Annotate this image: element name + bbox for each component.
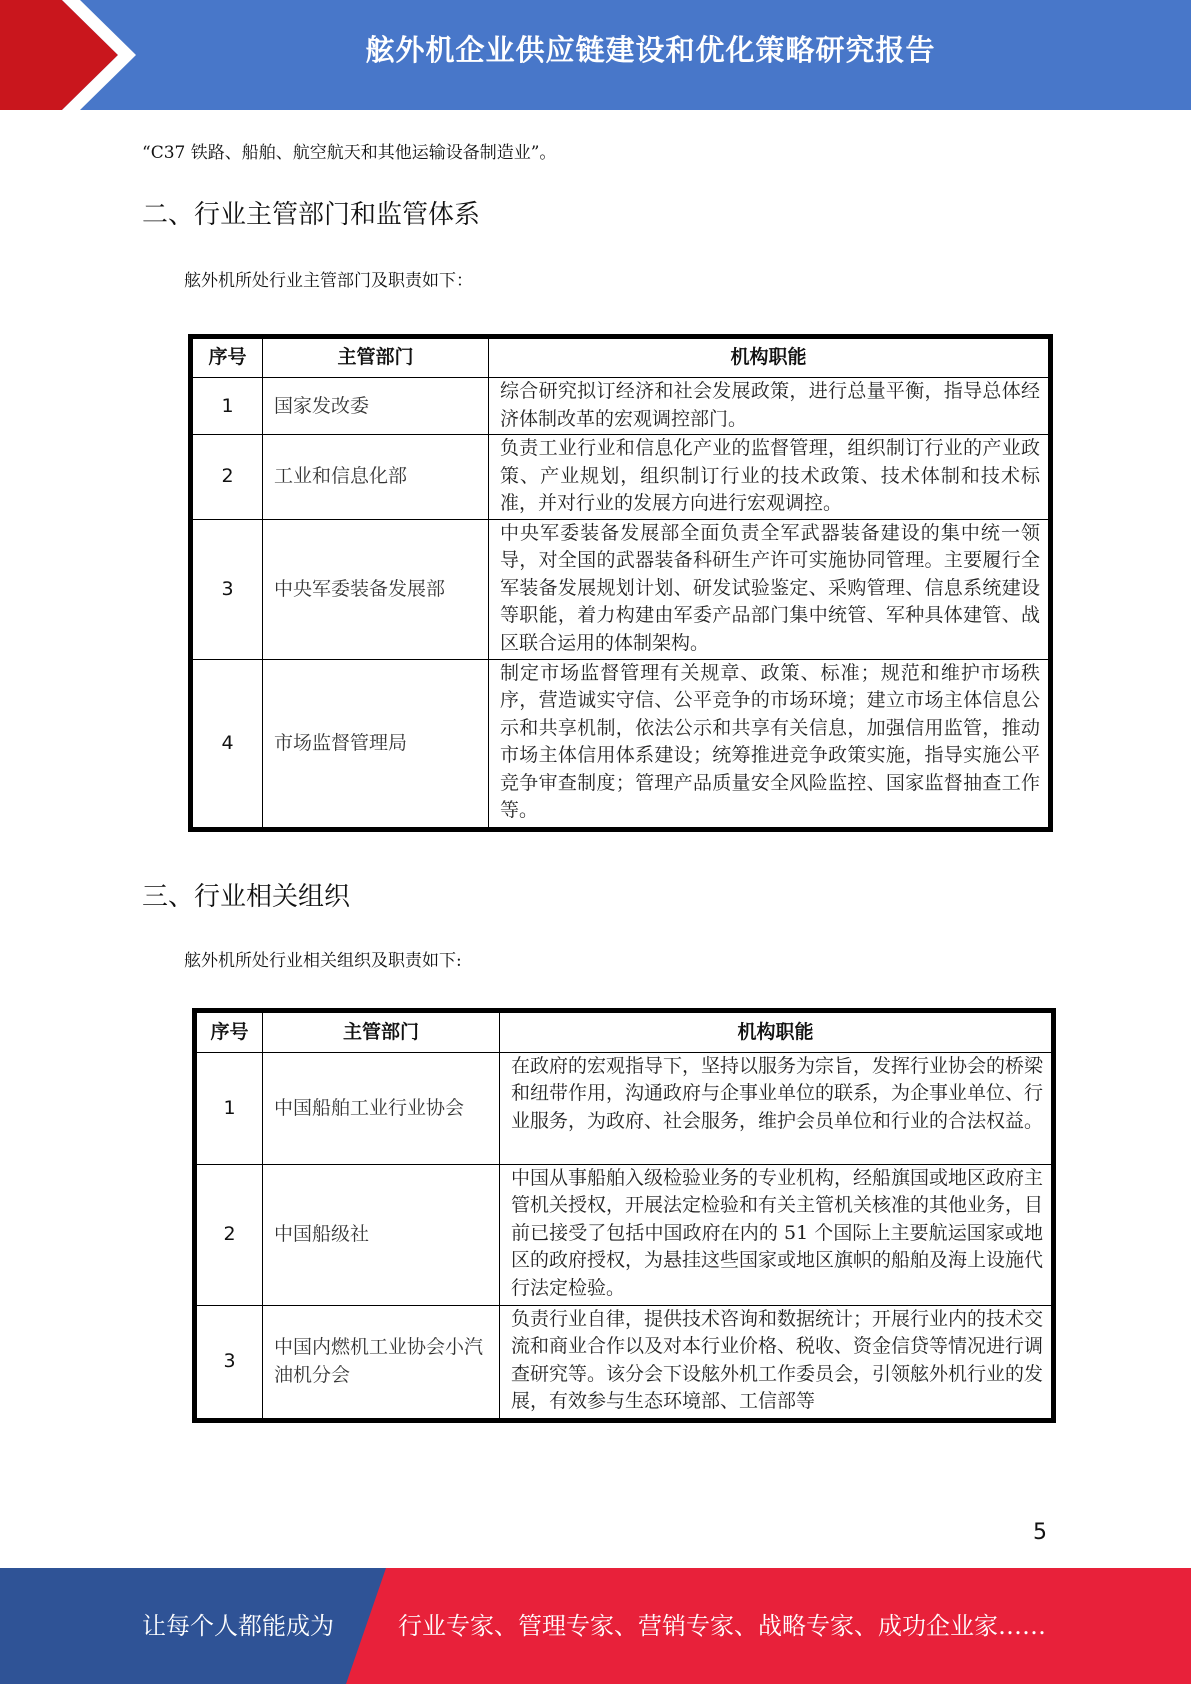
row-no: 2 xyxy=(193,435,263,520)
row-dept: 中国内燃机工业协会小汽油机分会 xyxy=(263,1305,500,1418)
row-no: 3 xyxy=(193,519,263,659)
regulators-table xyxy=(188,334,1053,832)
footer-slogan-right: 行业专家、管理专家、营销专家、战略专家、成功企业家…… xyxy=(398,1612,1046,1640)
row-no: 2 xyxy=(197,1164,263,1305)
row-dept: 国家发改委 xyxy=(263,378,489,435)
table-row xyxy=(197,1305,1052,1418)
table-row xyxy=(193,659,1049,827)
header-func: 机构职能 xyxy=(500,1013,1052,1053)
section-2-paragraph: 舷外机所处行业主管部门及职责如下： xyxy=(184,271,473,291)
section-3-heading: 三、行业相关组织 xyxy=(142,882,351,912)
intro-text: “C37 铁路、船舶、航空航天和其他运输设备制造业”。 xyxy=(142,143,557,163)
row-func: 制定市场监督管理有关规章、政策、标准；规范和维护市场秩序，营造诚实守信、公平竞争的市场环境；建立市场主体信息公示和共享机制，依法公示和共享有关信息，加强信用监管，推动市场主体信用体系建设；统筹推进竞争政策实施，指导实施公平竞争审查制度；管理产品质量安全风险监控、国家监督抽查工作等。 xyxy=(489,659,1049,827)
row-func: 负责工业行业和信息化产业的监督管理，组织制订行业的产业政策、产业规划，组织制订行业的技术政策、技术体制和技术标准，并对行业的发展方向进行宏观调控。 xyxy=(489,435,1049,520)
table-row xyxy=(193,435,1049,520)
row-no: 4 xyxy=(193,659,263,827)
page-footer xyxy=(0,1568,1191,1684)
row-dept: 中国船级社 xyxy=(263,1164,500,1305)
row-dept: 中央军委装备发展部 xyxy=(263,519,489,659)
row-func: 在政府的宏观指导下，坚持以服务为宗旨，发挥行业协会的桥梁和纽带作用，沟通政府与企事业单位的联系，为企事业单位、行业服务，为政府、社会服务，维护会员单位和行业的合法权益。 xyxy=(500,1052,1052,1164)
report-title: 舷外机企业供应链建设和优化策略研究报告 xyxy=(365,33,936,67)
page-number: 5 xyxy=(1033,1520,1047,1545)
row-dept: 工业和信息化部 xyxy=(263,435,489,520)
header-dept: 主管部门 xyxy=(263,1013,500,1053)
header-no: 序号 xyxy=(197,1013,263,1053)
table-row xyxy=(193,378,1049,435)
row-func: 中央军委装备发展部全面负责全军武器装备建设的集中统一领导，对全国的武器装备科研生产许可实施协同管理。主要履行全军装备发展规划计划、研发试验鉴定、采购管理、信息系统建设等职能，着力构建由军委产品部门集中统管、军种具体建管、战区联合运用的体制架构。 xyxy=(489,519,1049,659)
table-row xyxy=(197,1052,1052,1164)
table-header-row xyxy=(193,339,1049,378)
row-no: 1 xyxy=(193,378,263,435)
row-no: 3 xyxy=(197,1305,263,1418)
table-row xyxy=(197,1164,1052,1305)
row-func: 中国从事船舶入级检验业务的专业机构，经船旗国或地区政府主管机关授权，开展法定检验和有关主管机关核准的其他业务，目前已接受了包括中国政府在内的 51 个国际上主要航运国家或地区的政府授权，为悬挂这些国家或地区旗帜的船舶及海上设施代行法定检验。 xyxy=(500,1164,1052,1305)
row-dept: 中国船舶工业行业协会 xyxy=(263,1052,500,1164)
row-func: 负责行业自律，提供技术咨询和数据统计；开展行业内的技术交流和商业合作以及对本行业价格、税收、资金信贷等情况进行调查研究等。该分会下设舷外机工作委员会，引领舷外机行业的发展，有效参与生态环境部、工信部等 xyxy=(500,1305,1052,1418)
row-no: 1 xyxy=(197,1052,263,1164)
table-row xyxy=(193,519,1049,659)
header-func: 机构职能 xyxy=(489,339,1049,378)
page-header xyxy=(0,0,1191,110)
footer-slogan-left: 让每个人都能成为 xyxy=(142,1612,334,1640)
section-2-heading: 二、行业主管部门和监管体系 xyxy=(142,200,481,230)
organizations-table xyxy=(192,1008,1056,1423)
row-dept: 市场监督管理局 xyxy=(263,659,489,827)
table-header-row xyxy=(197,1013,1052,1053)
header-arrow-decoration xyxy=(0,0,160,110)
header-no: 序号 xyxy=(193,339,263,378)
section-3-paragraph: 舷外机所处行业相关组织及职责如下: xyxy=(184,951,462,971)
header-dept: 主管部门 xyxy=(263,339,489,378)
row-func: 综合研究拟订经济和社会发展政策，进行总量平衡，指导总体经济体制改革的宏观调控部门。 xyxy=(489,378,1049,435)
